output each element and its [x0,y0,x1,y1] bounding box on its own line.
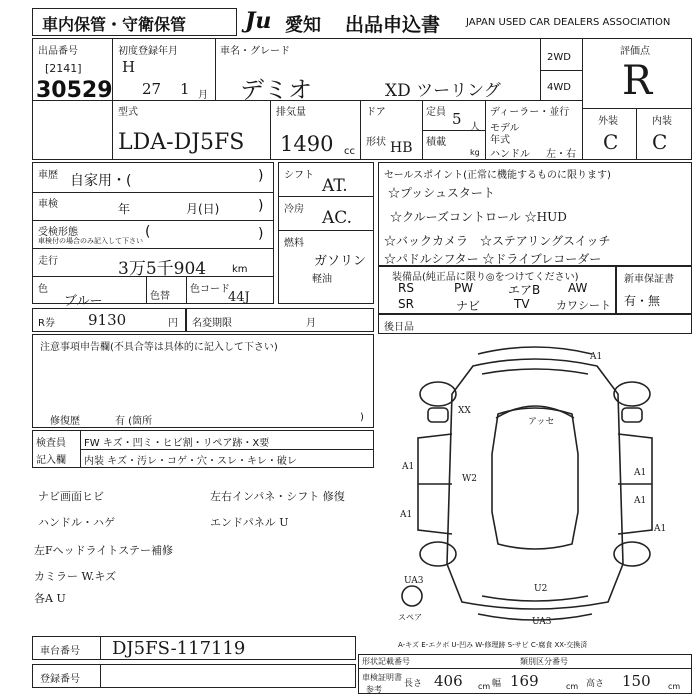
association-name: JAPAN USED CAR DEALERS ASSOCIATION [466,17,671,28]
rating-label: 評価点 [620,46,650,57]
color-label: 色 [38,284,48,295]
repair-close: ) [360,412,364,423]
warranty-value: 有・無 [624,294,661,308]
spare-label: スペア [398,613,422,622]
equip-navi: ナビ [456,299,481,313]
inspection-close: ) [258,198,264,214]
shift-value: AT. [322,176,348,196]
divider [32,220,274,221]
displacement-value: 1490 [280,132,334,156]
registration-era: H [122,58,136,76]
damage-legend: A-キズ E-エクボ U-凹み W-修理跡 S-サビ C-腐食 XX-交換済 [398,641,588,649]
damage-mark: UA3 [532,617,552,627]
registration-year: 27 [142,80,162,98]
height-value: 150 [622,672,651,690]
model-name: デミオ [240,76,312,104]
dealer-handle-label: ハンドル [490,149,530,160]
shift-label: シフト [284,170,314,181]
sales-point-3: ☆バックカメラ ☆ステアリングスイッチ [384,234,611,248]
dealer-year-label: 年式 [490,135,510,146]
recycle-value: 9130 [88,311,127,329]
handwritten-note: 左右インパネ・シフト 修復 [210,490,345,503]
inspection-year: 年 [118,202,131,216]
damage-mark: A1 [590,352,603,362]
handwritten-note: 各A U [34,592,66,605]
mileage-unit: km [232,264,248,275]
damage-mark: A1 [634,468,647,478]
pickup-sub: 車検付の場合のみ記入して下さい [38,237,143,245]
right-mirror [622,408,642,422]
type-label: 型式 [118,107,138,118]
type-value: LDA-DJ5FS [118,130,245,155]
divider [80,449,374,450]
width-unit: cm [566,682,579,691]
model-label: 車名・グレード [220,46,290,57]
damage-mark: A1 [400,510,413,520]
int-grade-label: 内装 [652,116,672,127]
name-change-label: 名変期限 [192,318,232,329]
sales-point-1: ☆プッシュスタート [388,186,495,200]
fuel-sub: 軽油 [312,274,332,285]
damage-mark: W2 [462,474,477,484]
load-label: 積載 [426,137,446,148]
dealer-label: ディーラー・並行 [490,107,570,118]
registration-label: 初度登録年月 [118,46,178,57]
repair-label: 修復歴 [50,416,80,427]
class-number-label: 類別区分番号 [520,657,568,666]
handwritten-note: ハンドル・ハゲ [38,516,115,529]
divider [32,192,274,193]
divider [215,38,216,100]
width-value: 169 [510,672,539,690]
divider [146,276,147,304]
divider [100,636,101,660]
model-grade: XD ツーリング [385,81,501,101]
color-tone-label: 色替 [150,291,170,302]
inspection-label: 車検 [38,199,58,210]
rear-left-wheel [420,542,456,566]
divider [100,664,101,688]
ext-grade-value: C [603,130,619,154]
form-number-label: 形状記載番号 [362,657,410,666]
damage-mark: A1 [634,496,647,506]
left-mirror [428,408,448,422]
cooler-label: 冷房 [284,204,304,215]
length-value: 406 [434,672,463,690]
shape-label: 形状 [366,137,386,148]
handwritten-note: カミラー W.キズ [34,570,117,583]
equip-tv: TV [514,297,530,311]
divider [485,100,486,160]
shape-value: HB [390,140,413,156]
rating-value: R [622,58,653,104]
inspector-label: 検査員 [36,438,66,449]
cabin [492,408,578,549]
capacity-label: 定員 [426,107,446,118]
equip-pw: PW [454,281,474,295]
fuel-label: 燃料 [284,238,304,249]
rear-line [482,596,588,601]
divider [278,196,374,197]
divider [186,276,187,304]
equip-leather-seat: カワシート [556,299,611,312]
equip-aw: AW [568,281,588,295]
divider [540,70,582,71]
divider [540,38,541,100]
damage-mark: U2 [534,584,548,594]
length-label: 長さ [404,679,423,689]
displacement-label: 排気量 [276,107,306,118]
length-unit: cm [478,682,491,691]
fuel-value: ガソリン [314,254,367,269]
capacity-unit: 人 [470,122,480,133]
front-bumper [478,347,592,354]
damage-mark: A1 [654,524,667,534]
sales-points-label: セールスポイント(正常に機能するものに限ります) [384,170,611,181]
history-value: 自家用・( [70,173,132,189]
divider [270,100,271,160]
equip-airbag: エアB [508,283,541,297]
divider [582,108,692,109]
registration-month: 1 [180,80,190,98]
sales-point-2: ☆クルーズコントロール ☆HUD [390,210,567,224]
divider [358,668,692,669]
history-label: 車歴 [38,170,58,181]
dealer-model-label: モデル [490,123,520,134]
after-items-label: 後日品 [384,322,414,333]
pickup-label: 受検形態 [38,227,78,238]
displacement-unit: cc [344,146,355,157]
divider [278,230,374,231]
chassis-number: DJ5FS-117119 [112,638,246,659]
divider [582,38,583,160]
divider [32,248,274,249]
color-value: ブルー [64,294,103,309]
lot-label: 出品番号 [38,46,78,57]
name-change-unit: 月 [306,318,316,329]
handwritten-note: ナビ画面ヒビ [38,490,104,503]
pickup-close: ) [258,226,264,242]
int-grade-value: C [652,130,668,154]
equip-sr: SR [398,297,414,311]
plate-label: 登録番号 [40,674,80,685]
hood-line [482,369,588,374]
inspector-fill: 記入欄 [36,455,66,466]
divider [360,100,361,160]
handwritten-note: エンドパネル U [210,516,289,529]
lot-code: [2141] [45,62,82,75]
damage-mark: アッセ [528,417,555,427]
ext-grade-label: 外装 [598,116,618,127]
damage-mark: A1 [402,462,415,472]
recycle-unit: 円 [168,318,178,329]
color-code-value: 44J [228,290,250,305]
chassis-label: 車台番号 [40,646,80,657]
recycle-label: R券 [38,318,55,329]
interior-row: 内装 キズ・汚レ・コゲ・穴・スレ・キレ・破レ [84,456,297,467]
repair-value: 有 (箇所 [115,416,153,427]
front-left-wheel [420,382,456,406]
divider [112,100,582,101]
damage-mark: XX [458,406,471,416]
drive-2wd: 2WD [547,52,571,63]
cert-label: 車検証明書 [362,673,402,682]
warranty-label: 新車保証書 [624,274,674,285]
height-label: 高さ [586,679,605,689]
storage-stamp: 車内保管・守衛保管 [42,15,187,34]
spare-tire [402,586,422,606]
history-close: ) [258,168,264,184]
equipment-label: 装備品(純正品に限り◎をつけてください) [392,272,579,283]
sales-point-4: ☆パドルシフター ☆ドライブレコーダー [384,252,602,266]
dealer-handle-opts: 左・右 [546,149,576,160]
pickup-open: ( [145,224,151,240]
divider [636,108,637,160]
ju-logo: Ju [245,8,272,34]
capacity-value: 5 [452,110,462,128]
lot-number: 30529 [36,78,113,103]
mileage-label: 走行 [38,256,58,267]
load-unit: kg [470,148,480,157]
mileage-value: 3万5千904 [118,259,207,279]
color-code-label: 色コード [190,284,230,295]
after-items-box [378,314,692,334]
fw-row: FW キズ・凹ミ・ヒビ割・リペア跡・X要 [84,438,270,449]
logo-text: 愛知 [285,15,321,36]
inspection-month: 月(日) [186,202,220,216]
cooler-value: AC. [322,208,353,228]
height-unit: cm [668,682,681,691]
width-label: 幅 [492,679,502,689]
equip-rs: RS [398,281,414,295]
registration-month-unit: 月 [198,90,208,101]
notes-label: 注意事項申告欄(不具合等は具体的に記入して下さい) [40,342,278,353]
body-outline [447,359,623,609]
plate-box [32,664,356,688]
damage-mark: UA3 [404,576,424,586]
ref-label: 参考 [366,685,382,694]
drive-4wd: 4WD [547,82,571,93]
doors-label: ドア [366,107,386,118]
front-right-wheel [614,382,650,406]
form-title: 出品申込書 [345,14,441,36]
handwritten-note: 左Fヘッドライトステー補修 [34,544,173,557]
rear-right-wheel [614,542,650,566]
